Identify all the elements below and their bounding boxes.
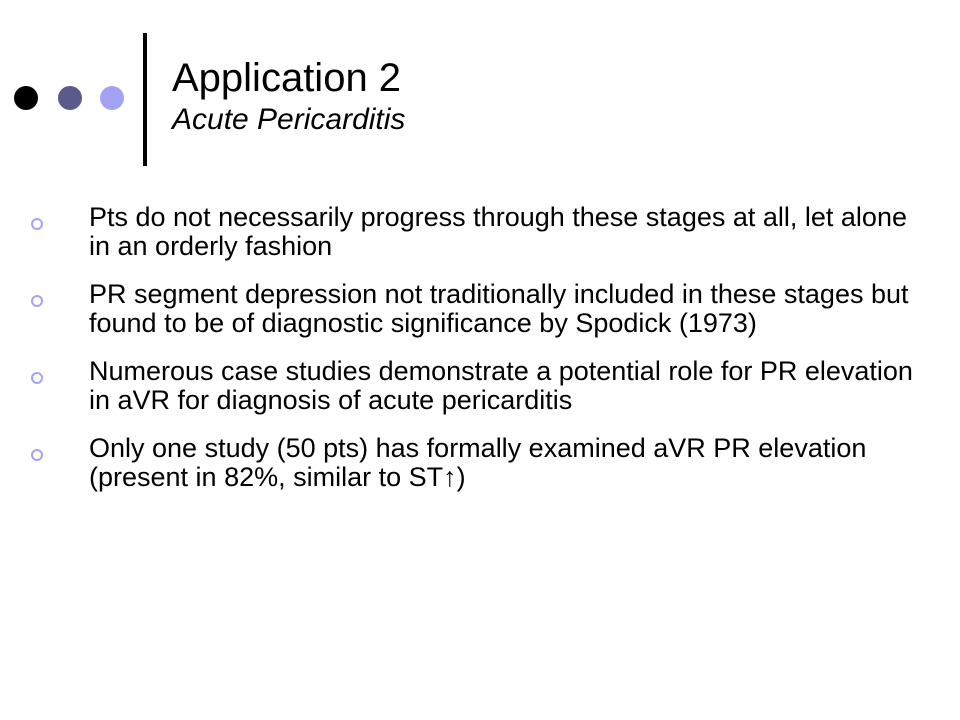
title-divider (143, 33, 147, 166)
title-block (172, 54, 932, 138)
bullet-circle-icon (31, 449, 43, 461)
dot-slate-icon (58, 86, 82, 110)
bullet-text: Numerous case studies demonstrate a potential role for PR elevation in aVR for diagnosis of acute pericarditis (89, 356, 913, 415)
bullet-circle-icon (31, 218, 43, 230)
bullet-item (0, 280, 960, 338)
bullet-circle-icon (31, 295, 43, 307)
bullet-text: Only one study (50 pts) has formally examined aVR PR elevation (present in 82%, similar to ST↑) (89, 433, 867, 492)
dot-black-icon (14, 86, 38, 110)
dot-lavender-icon (100, 86, 124, 110)
bullet-text: PR segment depression not traditionally included in these stages but found to be of diagnostic significance by Spodick (1973) (89, 279, 909, 338)
decorative-dots (14, 86, 124, 116)
bullet-item (0, 203, 960, 261)
bullet-circle-icon (31, 372, 43, 384)
slide-subtitle: Acute Pericarditis (172, 103, 406, 136)
bullet-item (0, 434, 960, 492)
bullet-item (0, 357, 960, 415)
slide-title: Application 2 (172, 56, 402, 100)
bullet-list (0, 203, 960, 511)
bullet-text: Pts do not necessarily progress through these stages at all, let alone in an orderly fashion (89, 202, 907, 261)
